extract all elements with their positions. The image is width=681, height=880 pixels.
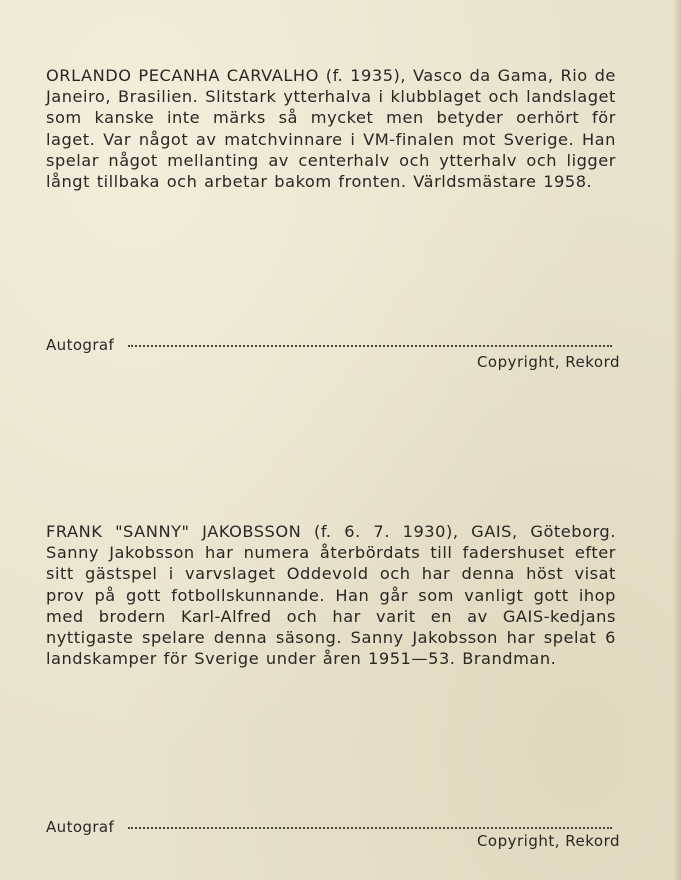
- copyright-notice: Copyright, Rekord: [476, 832, 620, 850]
- player-bio: ORLANDO PECANHA CARVALHO (f. 1935), Vasco da Gama, Rio de Janeiro, Brasilien. Slitstark ytterhalva i klubblaget och landslaget som kanske inte märks så mycket men betyder oerhört för laget. Var något av matchvinnare i VM-finalen mot Sverige. Han spelar något mellanting av centerhalv och ytterhalv och ligger långt tillbaka och arbetar bakom fronten. Världsmästare 1958.: [46, 67, 616, 192]
- player-card-jakobsson: [46, 522, 620, 850]
- autograph-label: Autograf: [46, 336, 115, 354]
- player-bio: FRANK "SANNY" JAKOBSSON (f. 6. 7. 1930), GAIS, Göteborg. Sanny Jakobsson har numera återbördats till fadershuset efter sitt gästspel i varvslaget Oddevold och har denna höst visat prov på gott fotbollskunnande. Han går som vanligt gott ihop med brodern Karl-Alfred och har varit en av GAIS-kedjans nyttigaste spelare denna säsong. Sanny Jakobsson har spelat 6 landskamper för Sverige under åren 1951—53. Brandman.: [46, 523, 616, 669]
- autograph-label: Autograf: [46, 818, 115, 836]
- player-card-carvalho: [46, 66, 620, 371]
- autograph-dotted-line: [128, 344, 612, 347]
- page-edge-shadow: [673, 0, 681, 880]
- autograph-dotted-line: [128, 826, 612, 829]
- copyright-notice: Copyright, Rekord: [476, 353, 620, 371]
- autograph-row: [46, 336, 612, 354]
